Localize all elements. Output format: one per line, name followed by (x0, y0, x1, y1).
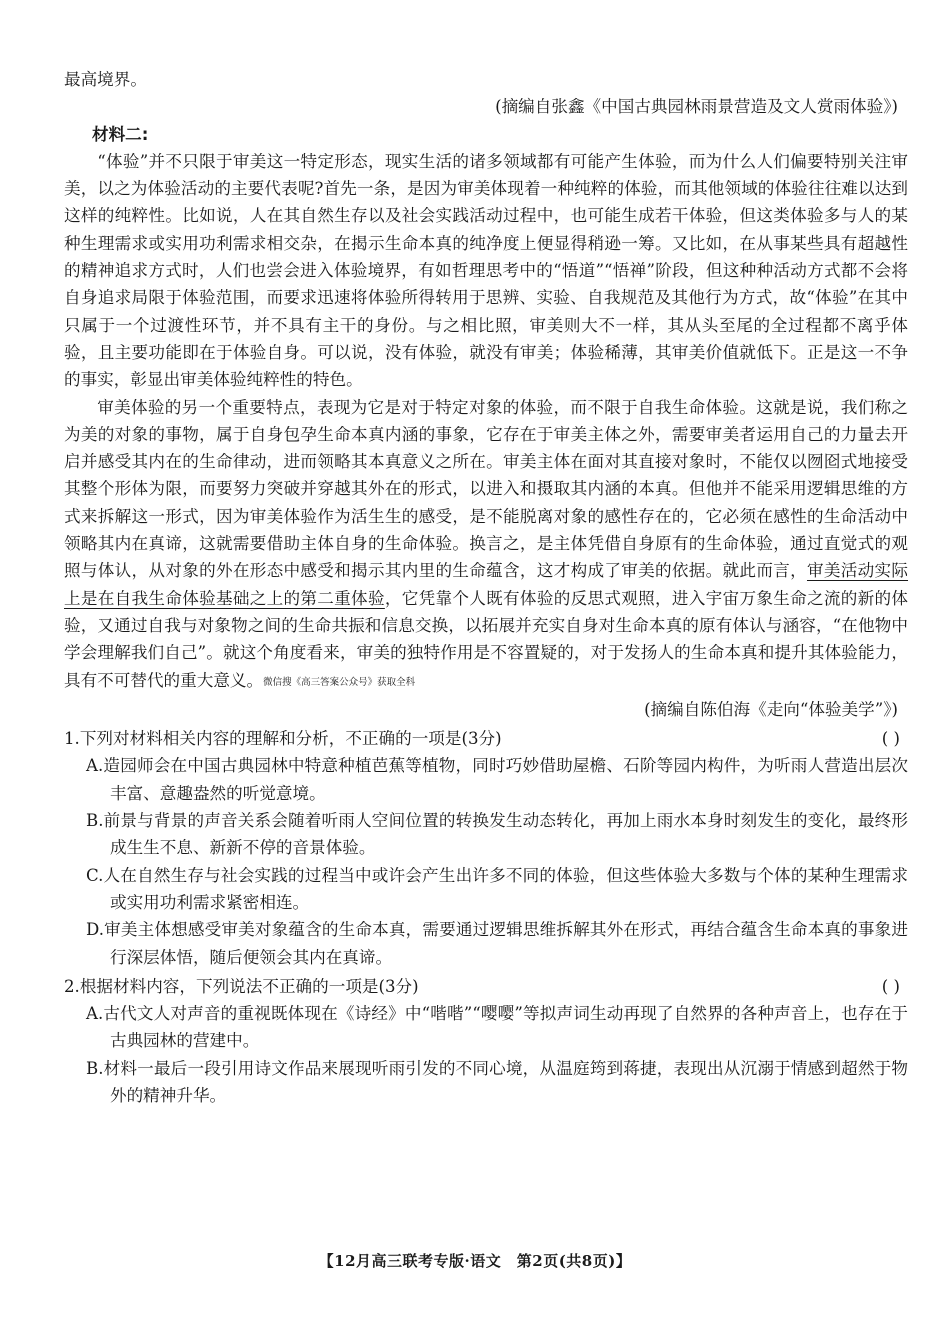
source-citation-1: (摘编自张鑫《中国古典园林雨景营造及文人赏雨体验》) (495, 97, 898, 117)
question-2-option-b: B.材料一最后一段引用诗文作品来展现听雨引发的不同心境，从温庭筠到蒋捷，表现出从沉溺于情感到超然于物外的精神升华。 (86, 1058, 908, 1105)
question-1-option-d: D.审美主体想感受审美对象蕴含的生命本真，需要通过逻辑思维拆解其外在形式，再结合蕴含生命本真的事象进行深层体悟，随后便领会其内在真谛。 (86, 920, 908, 967)
page-content (64, 66, 908, 1109)
page-footer: 【12月高三联考专版·语文 第2页(共8页)】 (318, 1252, 632, 1270)
watermark-note: 微信搜《高三答案公众号》获取全科 (263, 676, 416, 688)
question-1-option-a: A.造园师会在中国古典园林中特意种植芭蕉等植物，同时巧妙借助屋檐、石阶等园内构件，为听雨人营造出层次丰富、意趣盎然的听觉意境。 (86, 756, 908, 803)
question-2-stem: 2.根据材料内容，下列说法不正确的一项是(3分) (64, 976, 419, 996)
answer-blank: ( ) (881, 976, 900, 996)
answer-blank: ( ) (881, 729, 900, 749)
question-1-option-c: C.人在自然生存与社会实践的过程当中或许会产生出许多不同的体验，但这些体验大多数与个体的某种生理需求或实用功利需求紧密相连。 (86, 865, 908, 912)
previous-paragraph-end: 最高境界。 (64, 70, 147, 89)
source-citation-2: (摘编自陈伯海《走向“体验美学”》) (644, 699, 898, 719)
material-two-label: 材料二: (92, 124, 149, 144)
question-1-option-b: B.前景与背景的声音关系会随着听雨人空间位置的转换发生动态转化，再加上雨水本身时刻发生的变化，最终形成生生不息、新新不停的音景体验。 (86, 811, 908, 858)
underlined-sentence: 审美活动实际上是在自我生命体验基础之上的第二重体验 (64, 561, 909, 608)
paragraph-text: ，它凭靠个人既有体验的反思式观照，进入宇宙万象生命之流的新的体验，又通过自我与对象物之间的生命共振和信息交换，以拓展并充实自身对生命本真的原有体认与涵容，“在他物中学会理解我们自己”。就这个角度看来，审美的独特作用是不容置疑的，对于发扬人的生命本真和提升其体验能力，具有不可替代的重大意义。 (64, 588, 909, 690)
question-2-option-a: A.古代文人对声音的重视既体现在《诗经》中“喈喈”“嘤嘤”等拟声词生动再现了自然界的各种声音上，也存在于古典园林的营建中。 (86, 1004, 908, 1051)
material-two-paragraph-1: “体验”并不只限于审美这一特定形态，现实生活的诸多领域都有可能产生体验，而为什么人们偏要特别关注审美，以之为体验活动的主要代表呢?首先一条，是因为审美体现着一种纯粹的体验，而其他领域的体验往往难以达到这样的纯粹性。比如说，人在其自然生存以及社会实践活动过程中，也可能生成若干体验，但这类体验多与人的某种生理需求或实用功利需求相交杂，在揭示生命本真的纯净度上便显得稍逊一筹。又比如，在从事某些具有超越性的精神追求方式时，人们也尝会进入体验境界，有如哲理思考中的“悟道”“悟禅”阶段，但这种种活动方式都不会将自身追求局限于体验范围，而要求迅速将体验所得转用于思辨、实验、自我规范及其他行为方式，故“体验”在其中只属于一个过渡性环节，并不具有主干的身份。与之相比照，审美则大不一样，其从头至尾的全过程都不离乎体验，且主要功能即在于体验自身。可以说，没有体验，就没有审美；体验稀薄，其审美价值就低下。正是这一不争的事实，彰显出审美体验纯粹性的特色。 (64, 151, 908, 390)
material-two-paragraph-2 (64, 394, 908, 696)
question-1-stem: 1.下列对材料相关内容的理解和分析，不正确的一项是(3分) (64, 729, 502, 749)
question-1 (64, 725, 908, 752)
question-2 (64, 973, 908, 1000)
paragraph-text: 审美体验的另一个重要特点，表现为它是对于特定对象的体验，而不限于自我生命体验。这就是说，我们称之为美的对象的事物，属于自身包孕生命本真内涵的事象，它存在于审美主体之外，需要审美者运用自己的力量去开启并感受其内在的生命律动，进而领略其本真意义之所在。审美主体在面对其直接对象时，不能仅以囫囵式地接受其整个形体为限，而要努力突破并穿越其外在的形式，以进入和摄取其内涵的本真。但他并不能采用逻辑思维的方式来拆解这一形式，因为审美体验作为活生生的感受，是不能脱离对象的感性存在的，它必须在感性的生命活动中领略其内在真谛，这就需要借助主体自身的生命体验。换言之，是主体凭借自身原有的生命体验，通过直觉式的观照与体认，从对象的外在形态中感受和揭示其内里的生命蕴含，这才构成了审美的依据。就此而言， (64, 397, 908, 581)
